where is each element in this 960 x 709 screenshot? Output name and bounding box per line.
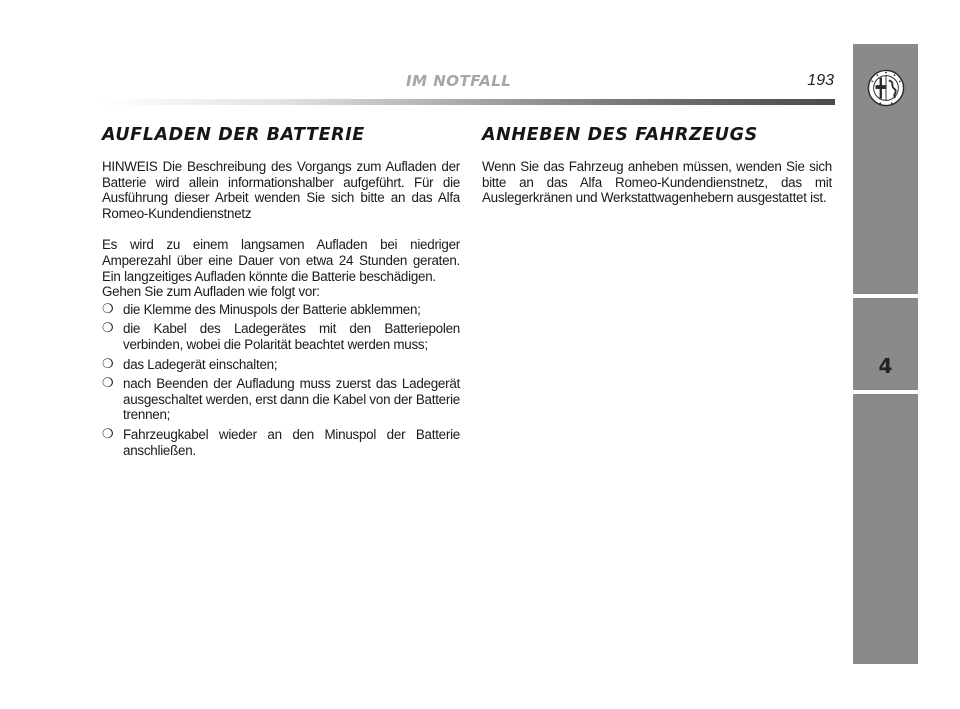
left-column: [102, 125, 460, 462]
page-number: 193: [807, 72, 834, 89]
header-rule: [100, 99, 835, 105]
list-item: ❍ das Ladegerät einschalten;: [102, 356, 278, 372]
instruction-lead: Gehen Sie zum Aufladen wie folgt vor:: [102, 284, 320, 300]
chapter-sidebar: [853, 44, 918, 664]
list-item: ❍ die Kabel des Ladegerätes mit den Batteriepolen verbinden, wobei die Polarität beachtet werden muss;: [102, 321, 460, 352]
lifting-paragraph: Wenn Sie das Fahrzeug anheben müssen, wenden Sie sich bitte an das Alfa Romeo-Kundendienstnetz, das mit Auslegerkränen und Werkstattwagenhebern ausgestattet ist.: [482, 159, 832, 206]
section-heading-battery: AUFLADEN DER BATTERIE: [102, 125, 365, 145]
list-item: ❍ nach Beenden der Aufladung muss zuerst das Ladegerät ausgeschaltet werden, erst dann die Kabel von der Batterie trennen;: [102, 376, 460, 423]
list-item: ❍ Fahrzeugkabel wieder an den Minuspol der Batterie anschließen.: [102, 426, 460, 458]
section-heading-lifting: ANHEBEN DES FAHRZEUGS: [482, 125, 758, 145]
running-header-title: IM NOTFALL: [406, 72, 512, 90]
sidebar-divider: [853, 294, 918, 298]
chapter-number: 4: [878, 354, 893, 378]
bullet-icon: ❍: [102, 321, 114, 337]
instruction-list: [102, 302, 460, 458]
bullet-icon: ❍: [102, 376, 114, 392]
intro-paragraph: Es wird zu einem langsamen Aufladen bei niedriger Amperezahl über eine Dauer von etwa 24 Stunden geraten. Ein langzeitiges Aufladen könnte die Batterie beschädigen.: [102, 237, 460, 284]
alfa-romeo-badge-icon: [867, 69, 905, 107]
sidebar-divider: [853, 390, 918, 394]
list-item: ❍ die Klemme des Minuspols der Batterie abklemmen;: [102, 301, 421, 317]
bullet-icon: ❍: [102, 356, 114, 372]
bullet-icon: ❍: [102, 426, 114, 442]
note-paragraph: HINWEIS Die Beschreibung des Vorgangs zum Aufladen der Batterie wird allein informationshalber aufgeführt. Für die Ausführung dieser Arbeit wenden Sie sich bitte an das Alfa Romeo-Kundendienstnetz: [102, 159, 460, 221]
bullet-icon: ❍: [102, 301, 114, 317]
right-column: [482, 125, 832, 206]
